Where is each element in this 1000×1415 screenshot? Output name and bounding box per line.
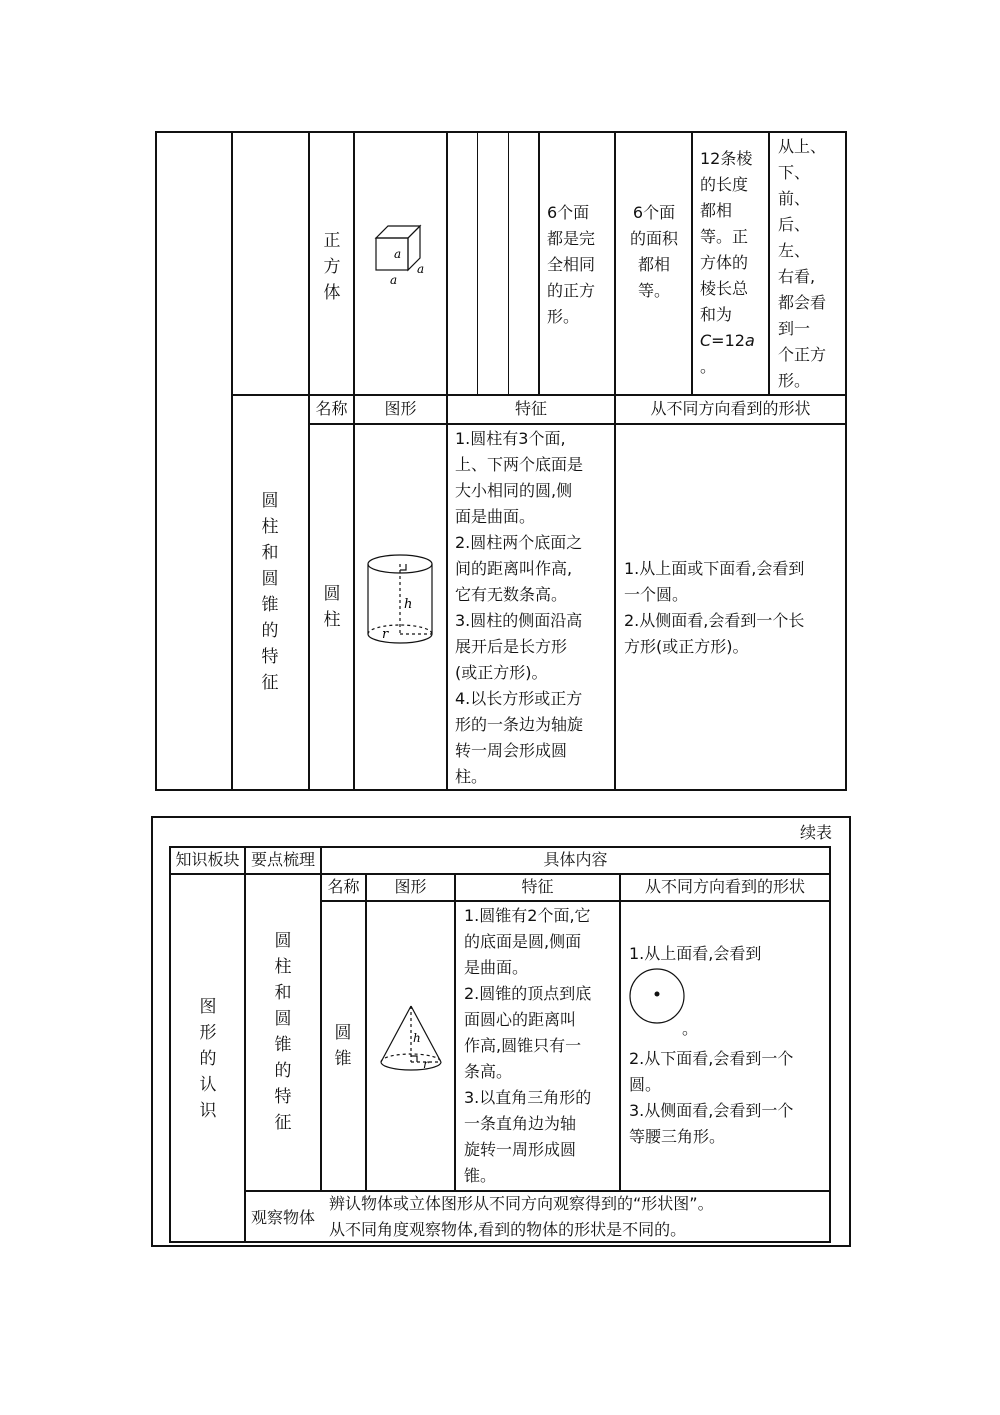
cube-area: 6个面 的面积 都相 等。	[629, 203, 678, 300]
cone-features: 1.圆锥有2个面,它 的底面是圆,侧面 是曲面。 2.圆锥的顶点到底 面圆心的距离叫 作高,圆锥只有一 条高。 3.以直角三角形的 一条直角边为轴 旋转一周形成圆 锥。	[464, 906, 592, 1185]
cylinder-views: 1.从上面或下面看,会看到 一个圆。 2.从侧面看,会看到一个长 方形(或正方形)。	[624, 559, 805, 656]
hdr-name-bottom: 名称	[327, 877, 360, 896]
cube-faces: 6个面 都是完 全相同 的正方 形。	[547, 203, 596, 326]
cylinder-name: 圆 柱	[323, 584, 341, 630]
cone-figure	[375, 1000, 447, 1078]
cube-label-a2: a	[390, 273, 398, 287]
hdr-feature-top: 特征	[514, 399, 547, 418]
cube-views: 从上、 下、 前、 后、 左、 右看, 都会看 到一 个正方 形。	[778, 137, 827, 390]
hdr-figure-top: 图形	[384, 399, 417, 418]
cube-name: 正 方 体	[323, 231, 341, 303]
hdr-figure-bottom: 图形	[394, 877, 427, 896]
cone-view-1-end: 。	[682, 1019, 699, 1038]
hdr-points: 要点梳理	[250, 850, 315, 869]
observe-text: 辨认物体或立体图形从不同方向观察得到的“形状图”。 从不同角度观察物体,看到的物体的形状是不同的。	[329, 1194, 714, 1239]
hdr-feature-bottom: 特征	[521, 877, 554, 896]
cube-figure	[370, 218, 432, 288]
section-title-bottom: 圆 柱 和 圆 锥 的 特 征	[274, 931, 292, 1133]
circle-icon	[628, 967, 686, 1025]
hdr-content: 具体内容	[543, 850, 608, 869]
cylinder-label-h: h	[404, 597, 413, 612]
formula-a: a	[744, 331, 755, 350]
cube-edges	[700, 146, 766, 380]
cube-edges-text: 12条棱 的长度 都相 等。正 方体的 棱长总 和为	[700, 149, 753, 324]
cone-name: 圆 锥	[334, 1023, 352, 1069]
cube-edges-formula	[700, 328, 766, 354]
cone-label-r: r	[423, 1057, 429, 1071]
hdr-views-top: 从不同方向看到的形状	[650, 399, 811, 418]
formula-eq: =12	[711, 331, 745, 350]
section-title-top: 圆 柱 和 圆 锥 的 特 征	[261, 491, 279, 693]
cube-label-a1: a	[394, 247, 402, 261]
cube-label-a3: a	[417, 262, 425, 276]
cylinder-features: 1.圆柱有3个面, 上、下两个底面是 大小相同的圆,侧 面是曲面。 2.圆柱两个底面之 间的距离叫作高, 它有无数条高。 3.圆柱的侧面沿高 展开后是长方形 (或正方形)。 4.以长方形或正方 形的一条边为轴旋 转一周会形成圆 柱。	[455, 429, 584, 786]
cylinder-figure	[362, 550, 440, 655]
hdr-name-top: 名称	[315, 399, 348, 418]
block-title: 图 形 的 认 识	[199, 997, 217, 1121]
cone-view-2: 2.从下面看,会看到一个 圆。 3.从侧面看,会看到一个 等腰三角形。	[629, 1049, 794, 1146]
cylinder-label-r: r	[382, 627, 389, 642]
cube-edges-end: 。	[700, 357, 717, 376]
hdr-block: 知识板块	[175, 850, 240, 869]
cone-label-h: h	[413, 1031, 421, 1045]
continued-label: 续表	[800, 823, 833, 842]
observe-label: 观察物体	[250, 1208, 315, 1227]
formula-c: C	[700, 331, 712, 350]
cone-view-1: 1.从上面看,会看到	[629, 944, 762, 963]
hdr-views-bottom: 从不同方向看到的形状	[644, 877, 805, 896]
